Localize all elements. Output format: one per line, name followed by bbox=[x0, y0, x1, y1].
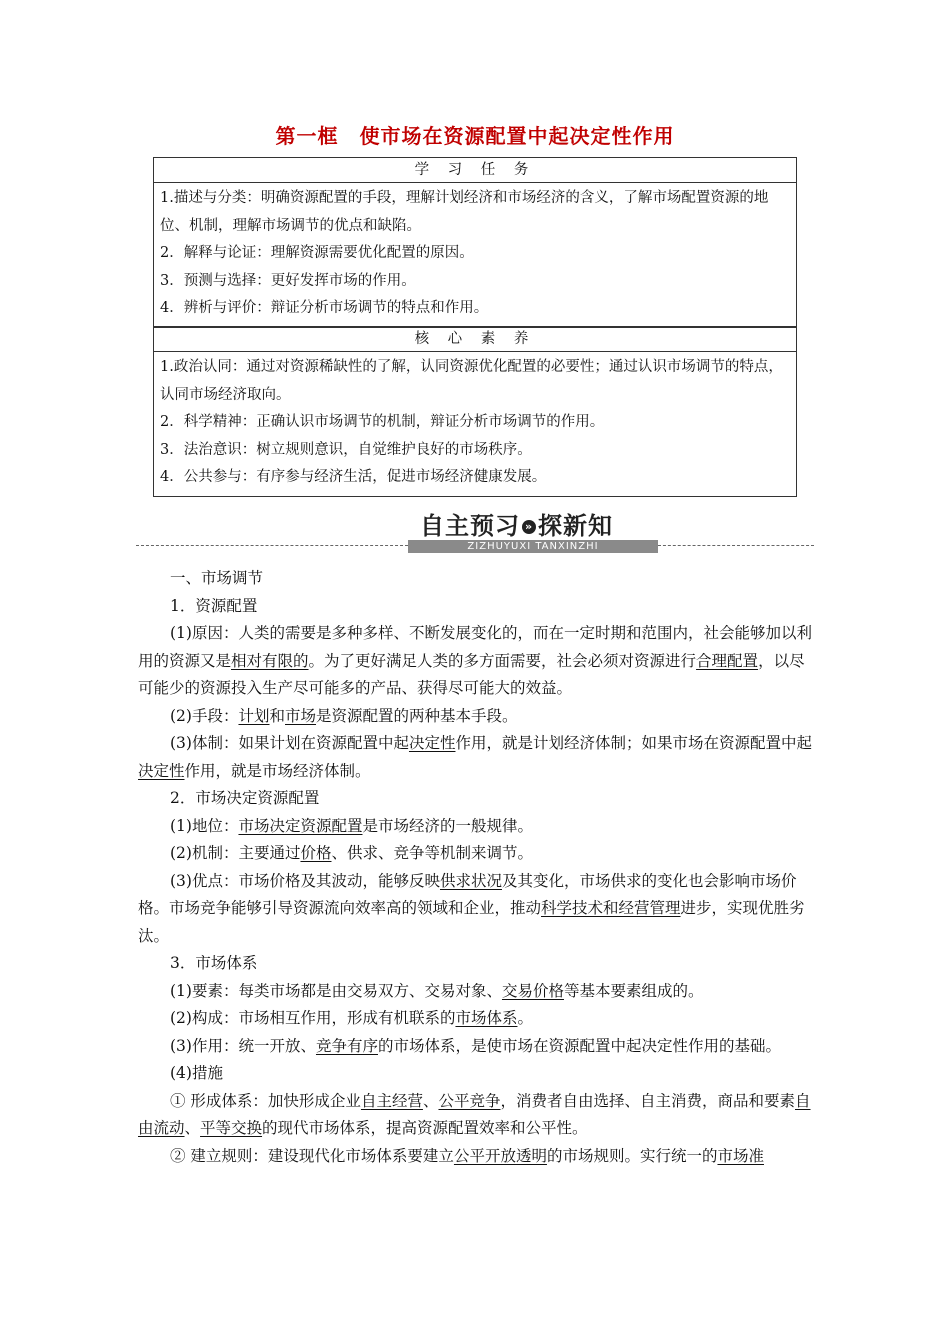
paragraph: (3)优点：市场价格及其波动，能够反映供求状况及其变化，市场供求的变化也会影响市场价格。市场竞争能够引导资源流向效率高的领域和企业，推动科学技术和经营管理进步，实现优胜劣汰。 bbox=[138, 871, 805, 945]
answer-blank: 科学技术和经营管理 bbox=[541, 899, 681, 917]
answer-blank: 市场体系 bbox=[455, 1009, 518, 1027]
paragraph: ② 建立规则：建设现代化市场体系要建立公平开放透明的市场规则。实行统一的市场准 bbox=[170, 1146, 764, 1165]
answer-blank: 合理配置 bbox=[696, 651, 759, 670]
paragraph: (1)地位：市场决定资源配置是市场经济的一般规律。 bbox=[170, 816, 533, 835]
task-item: 3．预测与选择：更好发挥市场的作用。 bbox=[160, 272, 416, 289]
learning-tasks-header: 学 习 任 务 bbox=[154, 158, 796, 183]
literacy-item: 1.政治认同：通过对资源稀缺性的了解，认同资源优化配置的必要性；通过认识市场调节的特点，认同市场经济取向。 bbox=[160, 359, 783, 403]
paragraph: (3)体制：如果计划在资源配置中起决定性作用，就是计划经济体制；如果市场在资源配置中起决定性作用，就是市场经济体制。 bbox=[138, 734, 812, 780]
answer-blank: 市场 bbox=[285, 706, 317, 725]
paragraph: (2)机制：主要通过价格、供求、竞争等机制来调节。 bbox=[170, 844, 533, 862]
page-title: 第一框 使市场在资源配置中起决定性作用 bbox=[275, 124, 675, 148]
answer-blank: 决定性 bbox=[408, 734, 456, 752]
learning-tasks-body bbox=[154, 183, 796, 327]
subsection-heading: 2．市场决定资源配置 bbox=[170, 789, 320, 807]
answer-blank: 供求状况 bbox=[439, 871, 502, 890]
answer-blank: 交易价格 bbox=[501, 981, 564, 1000]
literacy-item: 3．法治意识：树立规则意识，自觉维护良好的市场秩序。 bbox=[160, 441, 532, 458]
answer-blank: 市场决定资源配置 bbox=[238, 816, 363, 835]
section-banner bbox=[408, 506, 658, 552]
answer-blank: 公平竞争 bbox=[438, 1091, 501, 1110]
task-item: 4．辨析与评价：辩证分析市场调节的特点和作用。 bbox=[160, 300, 489, 316]
banner-part2: 探新知 bbox=[538, 512, 613, 540]
section-divider-right bbox=[658, 545, 814, 546]
answer-blank: 市场准 bbox=[717, 1146, 764, 1165]
paragraph: (2)构成：市场相互作用，形成有机联系的市场体系。 bbox=[170, 1009, 533, 1027]
core-literacy-body bbox=[154, 352, 796, 496]
subsection-heading: (4)措施 bbox=[170, 1064, 223, 1082]
answer-blank: 公平开放透明 bbox=[453, 1146, 547, 1165]
answer-blank: 计划 bbox=[238, 706, 270, 725]
answer-blank: 相对有限的 bbox=[231, 651, 309, 670]
double-chevron-icon: » bbox=[522, 520, 536, 534]
core-literacy-box bbox=[153, 326, 797, 497]
paragraph: (3)作用：统一开放、竞争有序的市场体系，是使市场在资源配置中起决定性作用的基础。 bbox=[170, 1036, 781, 1055]
literacy-item: 4．公共参与：有序参与经济生活，促进市场经济健康发展。 bbox=[160, 469, 547, 485]
learning-tasks-box bbox=[153, 157, 797, 328]
subsection-heading: 1．资源配置 bbox=[170, 596, 258, 615]
subsection-heading: 3．市场体系 bbox=[170, 954, 258, 972]
section-heading: 一、市场调节 bbox=[170, 569, 264, 587]
main-content bbox=[138, 565, 818, 1170]
paragraph: (1)原因：人类的需要是多种多样、不断发展变化的，而在一定时期和范围内，社会能够加以利用的资源又是相对有限的。为了更好满足人类的多方面需要，社会必须对资源进行合理配置，以尽可能少的资源投入生产尽可能多的产品、获得尽可能大的效益。 bbox=[138, 624, 812, 697]
answer-blank: 价格 bbox=[300, 844, 332, 862]
paragraph: (1)要素：每类市场都是由交易双方、交易对象、交易价格等基本要素组成的。 bbox=[170, 981, 704, 1000]
answer-blank: 自主经营 bbox=[360, 1091, 423, 1110]
answer-blank: 平等交换 bbox=[200, 1119, 263, 1137]
banner-title bbox=[420, 506, 613, 541]
literacy-item: 2．科学精神：正确认识市场调节的机制，辩证分析市场调节的作用。 bbox=[160, 414, 605, 430]
answer-blank: 竞争有序 bbox=[315, 1036, 378, 1055]
banner-part1: 自主预习 bbox=[420, 512, 520, 540]
answer-blank: 决定性 bbox=[138, 761, 185, 780]
answer-blank: 自由流动 bbox=[138, 1091, 811, 1137]
task-item: 1.描述与分类：明确资源配置的手段，理解计划经济和市场经济的含义，了解市场配置资源的地位、机制，理解市场调节的优点和缺陷。 bbox=[160, 190, 769, 234]
section-divider-left bbox=[136, 545, 408, 546]
banner-pinyin: ZIZHUYUXI TANXINZHI bbox=[408, 540, 658, 553]
paragraph: (2)手段：计划和市场是资源配置的两种基本手段。 bbox=[170, 706, 518, 725]
core-literacy-header: 核 心 素 养 bbox=[154, 327, 796, 352]
paragraph: ① 形成体系：加快形成企业自主经营、公平竞争，消费者自由选择、自主消费，商品和要素自由流动、平等交换的现代市场体系，提高资源配置效率和公平性。 bbox=[138, 1091, 811, 1137]
task-item: 2．解释与论证：理解资源需要优化配置的原因。 bbox=[160, 245, 474, 261]
